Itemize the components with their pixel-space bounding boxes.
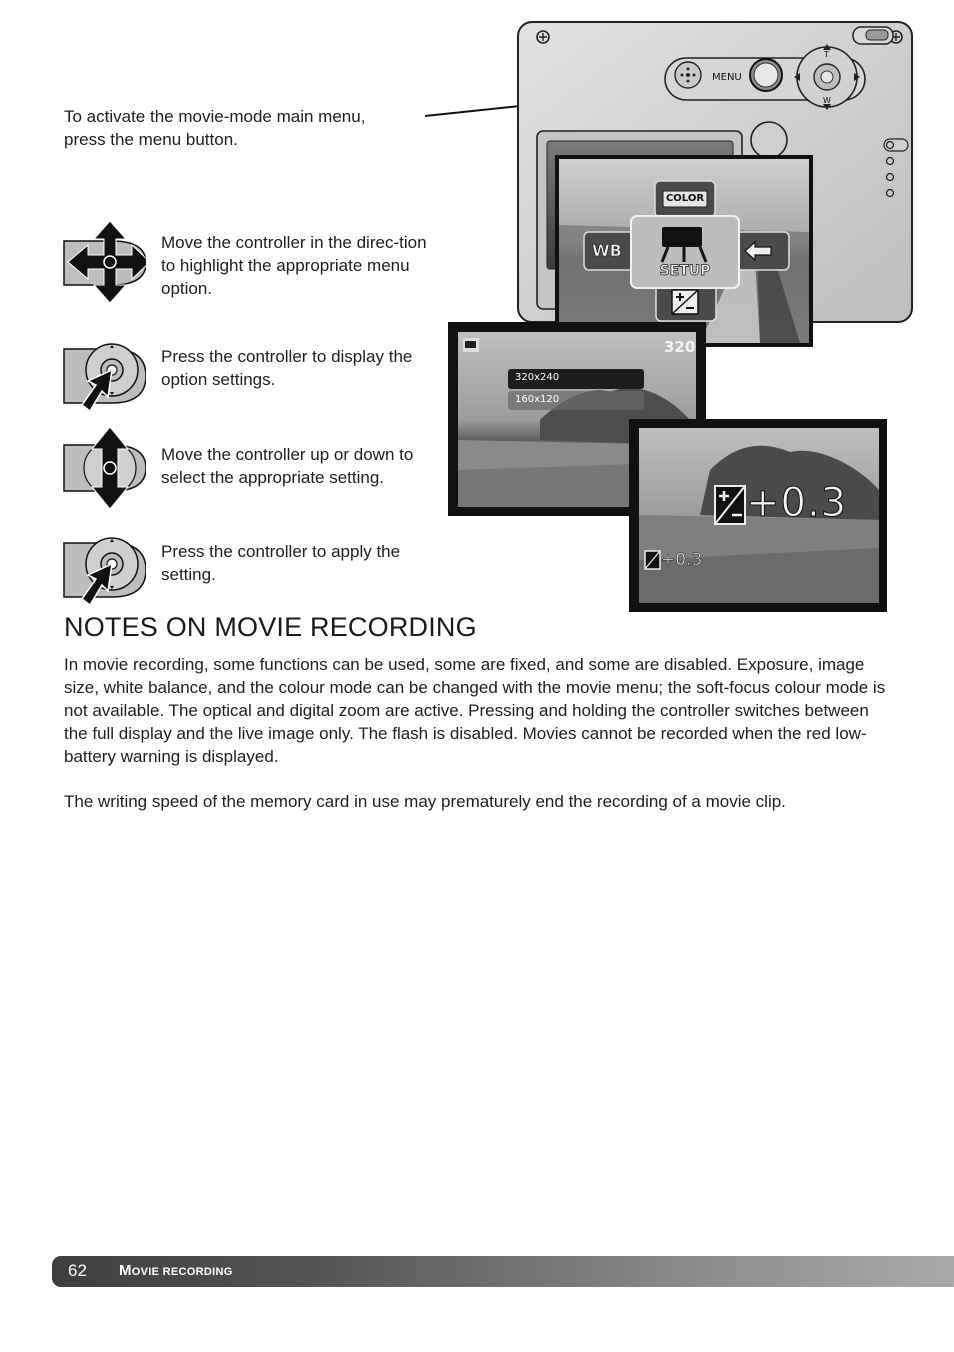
image-size-indicator: 320 bbox=[664, 338, 696, 356]
body-paragraph-2: The writing speed of the memory card in use may prematurely end the recording of a movie clip. bbox=[64, 792, 786, 811]
svg-text:W: W bbox=[823, 96, 831, 105]
section-title: MOVIE RECORDING bbox=[119, 1262, 233, 1279]
step-1-text: Move the controller in the direc-tion to highlight the appropriate menu option. bbox=[161, 233, 427, 298]
page-number: 62 bbox=[68, 1261, 87, 1280]
footer-bar bbox=[52, 1256, 954, 1287]
up-down-arrows-icon bbox=[60, 425, 146, 511]
setup-menu-label: SETUP bbox=[659, 263, 711, 279]
four-way-arrows-icon bbox=[60, 219, 146, 305]
color-menu-label: COLOR bbox=[665, 193, 705, 204]
menu-button-label bbox=[712, 69, 742, 80]
step-4-text: Press the controller to apply the setting. bbox=[161, 542, 401, 584]
step-3-text: Move the controller up or down to select the appropriate setting. bbox=[161, 445, 414, 487]
exposure-value-small: +0.3 bbox=[661, 550, 703, 570]
press-controller-icon bbox=[60, 527, 146, 613]
press-controller-icon bbox=[60, 333, 146, 419]
step-2-text: Press the controller to display the option settings. bbox=[161, 347, 413, 389]
exposure-value-large: +0.3 bbox=[746, 480, 848, 526]
wb-menu-label: WB bbox=[592, 241, 622, 260]
body-paragraph-1: In movie recording, some functions can be used, some are fixed, and some are disabled. Exposure, image size, white balance, and the colour mode can be changed with the movie menu; the soft-focus colour mode is not available. The optical and digital zoom are active. Pressing and holding the controller switches between the full display and the live image only. The flash is disabled. Movies cannot be recorded when the red low-battery warning is displayed. bbox=[64, 655, 886, 766]
size-option-160x120: 160x120 bbox=[515, 394, 560, 405]
size-option-320x240: 320x240 bbox=[515, 372, 560, 383]
svg-text:T: T bbox=[824, 50, 829, 59]
menu-button-callout: To activate the movie-mode main menu, press the menu button. bbox=[64, 107, 366, 149]
svg-text:MENU: MENU bbox=[712, 72, 742, 83]
section-heading: NOTES ON MOVIE RECORDING bbox=[64, 612, 477, 642]
